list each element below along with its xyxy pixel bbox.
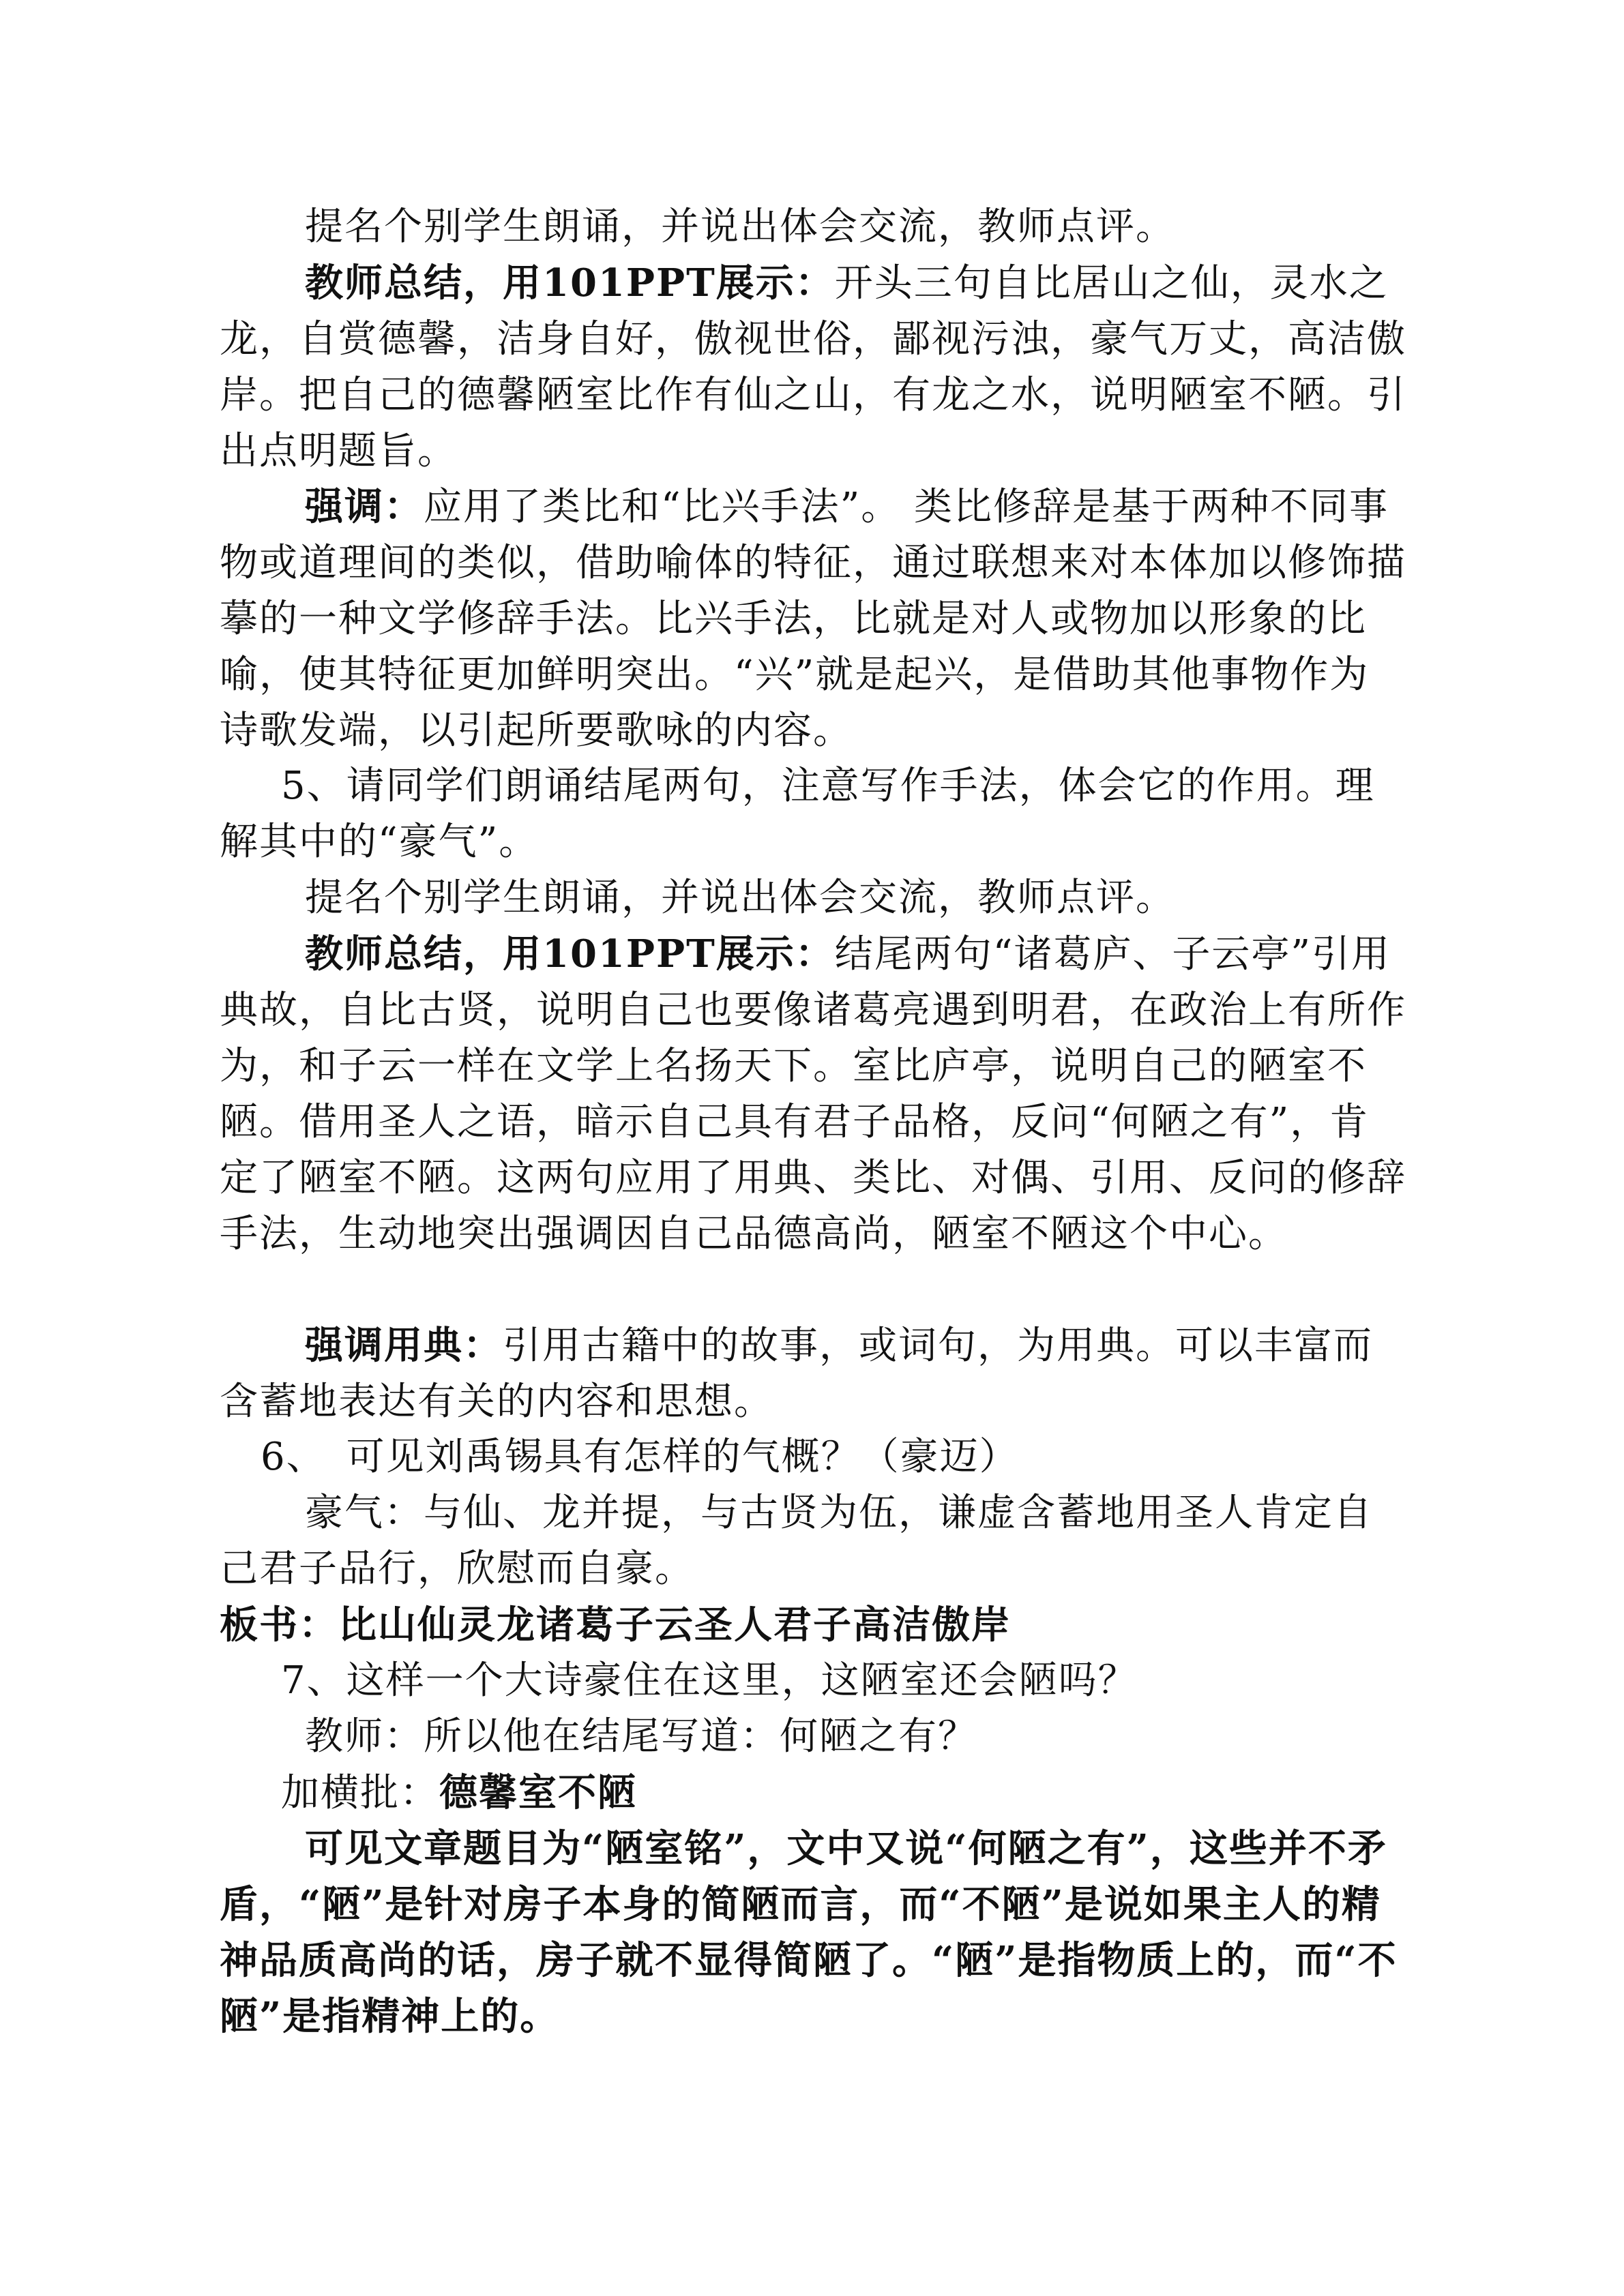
paragraph-text: 德馨室不陋 [439,1770,637,1815]
paragraph-emphasis-analogy [220,479,1406,759]
paragraph-conclusion [220,1821,1406,2044]
paragraph-text: 引用古籍中的故事，或词句，为用典。可以丰富而含蓄地表达有关的内容和思想。 [220,1324,1373,1424]
paragraph-question-5 [220,758,1406,870]
paragraph-lead: 教师总结，用101PPT展示： [305,931,835,976]
paragraph-lead: 强调用典： [305,1323,503,1368]
paragraph-lead: 强调： [305,484,424,529]
paragraph-text: 提名个别学生朗诵，并说出体会交流，教师点评。 [305,205,1175,249]
paragraph-heroic-spirit [220,1485,1406,1597]
paragraph-teacher-summary-1 [220,255,1406,479]
paragraph-blackboard-notes [220,1597,1406,1653]
paragraph-emphasis-allusion [220,1317,1406,1430]
paragraph-text: 应用了类比和“比兴手法”。 类比修辞是基于两种不同事物或道理间的类似，借助喻体的特征，通过联想来对本体加以修饰描摹的一种文学修辞手法。比兴手法，比就是对人或物加以形象的比喻，使其特征更加鲜明突出。“兴”就是起兴，是借助其他事物作为诗歌发端，以引起所要歌咏的内容。 [220,485,1406,753]
paragraph-question-6 [220,1429,1406,1485]
paragraph-text: 6、 可见刘禹锡具有怎样的气概？（豪迈） [261,1435,1019,1479]
paragraph-text: 7、这样一个大诗豪住在这里，这陋室还会陋吗？ [281,1658,1138,1703]
paragraph-question-7 [220,1653,1406,1709]
paragraph-text: 豪气：与仙、龙并提，与古贤为伍，谦虚含蓄地用圣人肯定自己君子品行，欣慰而自豪。 [220,1491,1373,1591]
paragraph-horizontal-scroll [220,1765,1406,1821]
paragraph-text: 教师：所以他在结尾写道：何陋之有？ [305,1714,977,1759]
paragraph-teacher-summary-2 [220,926,1406,1262]
paragraph-lead: 教师总结，用101PPT展示： [305,260,835,305]
paragraph-lead: 加横批： [281,1771,439,1815]
paragraph-text: 结尾两句“诸葛庐、子云亭”引用典故，自比古贤，说明自己也要像诸葛亮遇到明君，在政治上有所作为，和子云一样在文学上名扬天下。室比庐亭，说明自己的陋室不陋。借用圣人之语，暗示自己具有君子品格，反问“何陋之有”，肯定了陋室不陋。这两句应用了用典、类比、对偶、引用、反问的修辞手法，生动地突出强调因自己品德高尚，陋室不陋这个中心。 [220,932,1406,1256]
paragraph-text: 提名个别学生朗诵，并说出体会交流，教师点评。 [305,876,1175,920]
paragraph-teacher-remark [220,1709,1406,1765]
paragraph-prompt-students-1 [220,199,1406,255]
paragraph-text: 板书：比山仙灵龙诸葛子云圣人君子高洁傲岸 [220,1602,1011,1648]
paragraph-text: 开头三句自比居山之仙，灵水之龙，自赏德馨，洁身自好，傲视世俗，鄙视污浊，豪气万丈，高洁傲岸。把自己的德馨陋室比作有仙之山，有龙之水，说明陋室不陋。引出点明题旨。 [220,261,1406,473]
paragraph-prompt-students-2 [220,870,1406,926]
paragraph-text: 可见文章题目为“陋室铭”，文中又说“何陋之有”，这些并不矛盾，“陋”是针对房子本身的简陋而言，而“不陋”是说如果主人的精神品质高尚的话，房子就不显得简陋了。“陋”是指物质上的，而“不陋”是指精神上的。 [220,1826,1398,2039]
paragraph-text: 5、请同学们朗诵结尾两句，注意写作手法，体会它的作用。理解其中的“豪气”。 [220,764,1375,864]
